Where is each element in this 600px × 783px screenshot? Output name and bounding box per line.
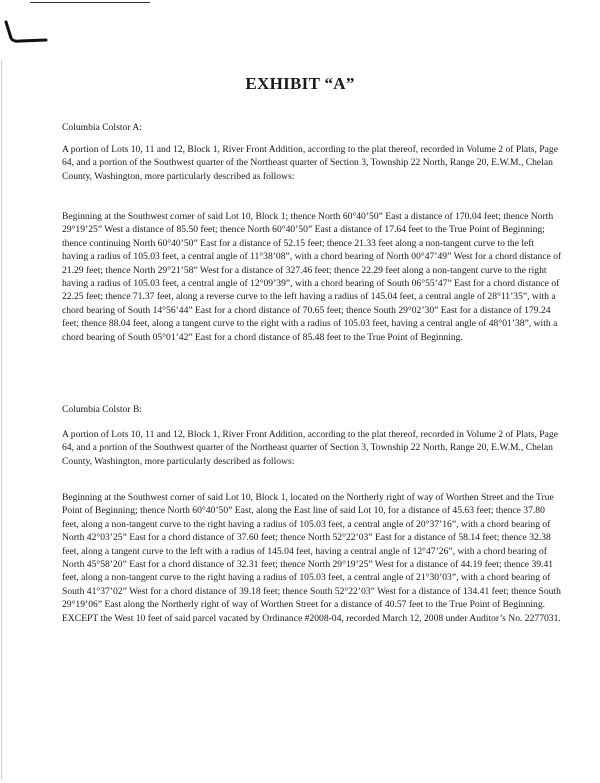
section-b-description: [62, 491, 562, 625]
section-a-intro: [62, 143, 562, 183]
section-a-description: [62, 210, 562, 344]
section-b-description-text: Beginning at the Southwest corner of said Lot 10, Block 1, located on the Northerly right of way of Worthen Street and the True Point of Beginning; thence North 60°40’50” East, along the East line of said Lot 10, for a distance of 45.63 feet; thence 37.80 feet, along a non-tangent curve to the right having a radius of 105.03 feet, a central angle of 20°37’16”, with a chord bearing of North 42°03’25” East for a chord distance of 37.60 feet; thence North 52°22’03” East for a distance of 58.14 feet; thence 32.38 feet, along a tangent curve to the left with a radius of 145.04 feet, having a central angle of 12°47’26”, with a chord bearing of North 45°58’20” East for a chord distance of 32.31 feet; thence North 29°19’25” West for a distance of 44.19 feet; thence 39.41 feet, along a non-tangent curve to the right having a radius of 105.03 feet, a central angle of 21°30’03”, with a chord bearing of South 41°37’02” West for a chord distance of 39.18 feet; thence South 52°22’03” West for a distance of 134.41 feet; thence South 29°19’06” East along the Northerly right of way of Worthen Street for a distance of 40.57 feet to the True Point of Beginning.: [62, 492, 561, 611]
section-a-heading: Columbia Colstor A:: [62, 122, 142, 133]
section-b-intro: [62, 428, 562, 468]
scan-mark: [2, 20, 48, 46]
scan-left-edge: [1, 60, 2, 780]
section-a-intro-text: A portion of Lots 10, 11 and 12, Block 1, River Front Addition, according to the plat thereof, recorded in Volume 2 of Plats, Page 64, and a portion of the Southwest quarter of the Northeast quarter of Section 3, Township 22 North, Range 20, E.W.M., Chelan County, Washington, more particularly described as follows:: [62, 144, 558, 182]
section-b-heading: Columbia Colstor B:: [62, 404, 142, 415]
exhibit-title: EXHIBIT “A”: [245, 74, 355, 93]
section-b-exception-text: EXCEPT the West 10 feet of said parcel vacated by Ordinance #2008-04, recorded March 12, 2008 under Auditor’s No. 2277031.: [62, 612, 561, 624]
section-b-intro-text: A portion of Lots 10, 11 and 12, Block 1, River Front Addition, according to the plat thereof, recorded in Volume 2 of Plats, Page 64, and a portion of the Southwest quarter of the Northeast quarter of Section 3, Township 22 North, Range 20, E.W.M., Chelan County, Washington, more particularly described as follows:: [62, 429, 558, 467]
scan-top-rule: [30, 2, 150, 3]
section-a-description-text: Beginning at the Southwest corner of said Lot 10, Block 1; thence North 60°40’50” East a distance of 170.04 feet; thence North 29°19’25” West a distance of 85.50 feet; thence North 60°40’50” East a distance of 17.64 feet to the True Point of Beginning; thence continuing North 60°40’50” East for a distance of 52.15 feet; thence 21.33 feet along a non-tangent curve to the left having a radius of 105.03 feet, a central angle of 11°38’08”, with a chord bearing of North 00°47’49” West for a chord distance of 21.29 feet; thence North 29°21’58” West for a distance of 327.46 feet; thence 22.29 feet along a non-tangent curve to the right having a radius of 105.03 feet, a central angle of 12°09’39”, with a chord bearing of South 06°55’47” East for a chord distance of 22.25 feet; thence 71.37 feet, along a reverse curve to the left having a radius of 145.04 feet, a central angle of 28°11’35”, with a chord bearing of South 14°56’44” East for a chord distance of 70.65 feet; thence South 29°02’30” East for a distance of 179.24 feet; thence 88.04 feet, along a tangent curve to the right with a radius of 105.03 feet, having a central angle of 48°01’38”, with a chord bearing of South 05°01’42” East for a chord distance of 85.48 feet to the True Point of Beginning.: [62, 211, 562, 343]
